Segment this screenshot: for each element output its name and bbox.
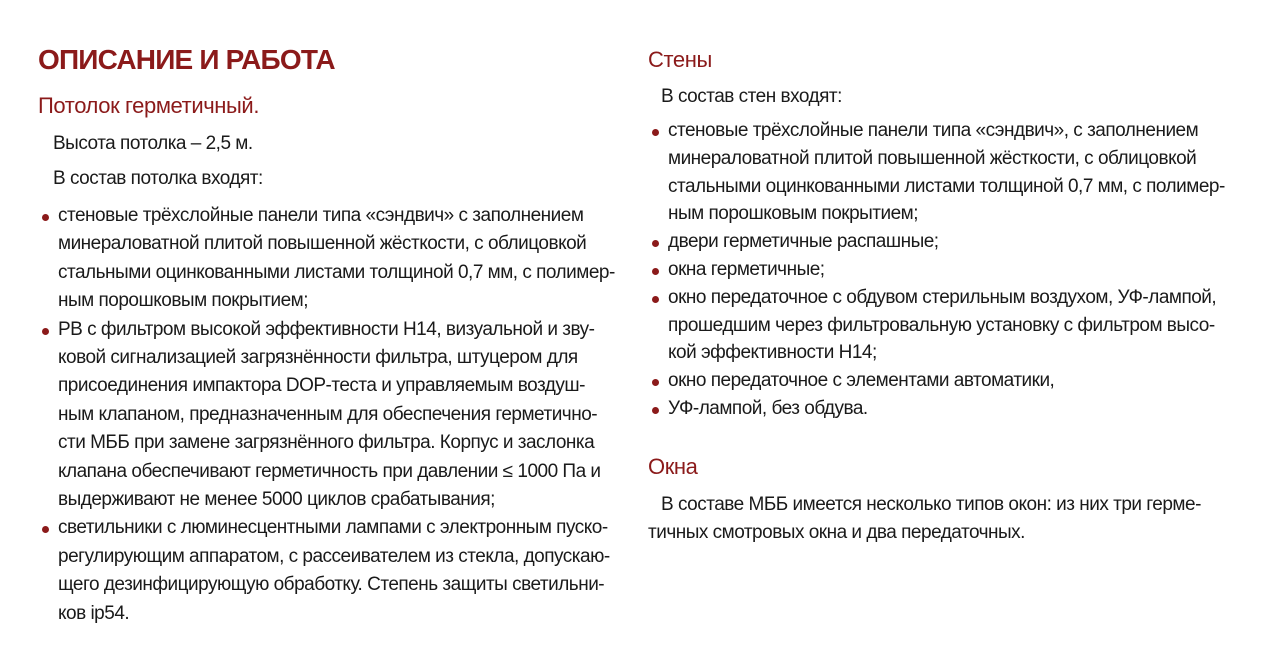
windows-section-title: Окна	[648, 454, 698, 479]
walls-section-title: Стены	[648, 47, 712, 72]
ceiling-intro-text: В состав потолка входят:	[53, 168, 263, 189]
list-item: светильники с люминесцентными лампами с электронным пуско- регулирующим аппаратом, с рассеивателем из стекла, допускаю- щего дезинфицирующую обработку. Степень защиты светильни- ков ip54.	[38, 514, 615, 628]
list-item: окна герметичные;	[648, 256, 1225, 284]
walls-bullet-list	[648, 117, 1225, 423]
list-item: двери герметичные распашные;	[648, 228, 1225, 256]
list-item: УФ-лампой, без обдува.	[648, 395, 1225, 423]
list-item: стеновые трёхслойные панели типа «сэндвич», с заполнением минераловатной плитой повышенной жёсткости, с облицовкой стальными оцинкованными листами толщиной 0,7 мм, с полимер- ным порошковым покрытием;	[648, 117, 1225, 228]
page-title: ОПИСАНИЕ И РАБОТА	[38, 44, 335, 75]
ceiling-height-text: Высота потолка – 2,5 м.	[53, 133, 253, 154]
windows-text-line-1: В составе МББ имеется несколько типов окон: из них три герме-	[661, 494, 1201, 515]
ceiling-bullet-list	[38, 202, 615, 628]
list-item: окно передаточное с элементами автоматики,	[648, 367, 1225, 395]
list-item: РВ с фильтром высокой эффективности Н14, визуальной и зву- ковой сигнализацией загрязнённости фильтра, штуцером для присоединения импактора DOP-теста и управляемым воздуш- ным клапаном, предназначенным для обеспечения герметично- сти МББ при замене загрязнённого фильтра. Корпус и заслонка клапана обеспечивают герметичность при давлении ≤ 1000 Па и выдерживают не менее 5000 циклов срабатывания;	[38, 316, 615, 515]
walls-intro-text: В состав стен входят:	[661, 86, 842, 107]
list-item: стеновые трёхслойные панели типа «сэндвич» с заполнением минераловатной плитой повышенной жёсткости, с облицовкой стальными оцинкованными листами толщиной 0,7 мм, с полимер- ным порошковым покрытием;	[38, 202, 615, 316]
list-item: окно передаточное с обдувом стерильным воздухом, УФ-лампой, прошедшим через фильтровальную установку с фильтром высо- кой эффективности Н14;	[648, 284, 1225, 367]
windows-text-line-2: тичных смотровых окна и два передаточных.	[648, 522, 1025, 543]
ceiling-section-title: Потолок герметичный.	[38, 93, 260, 118]
